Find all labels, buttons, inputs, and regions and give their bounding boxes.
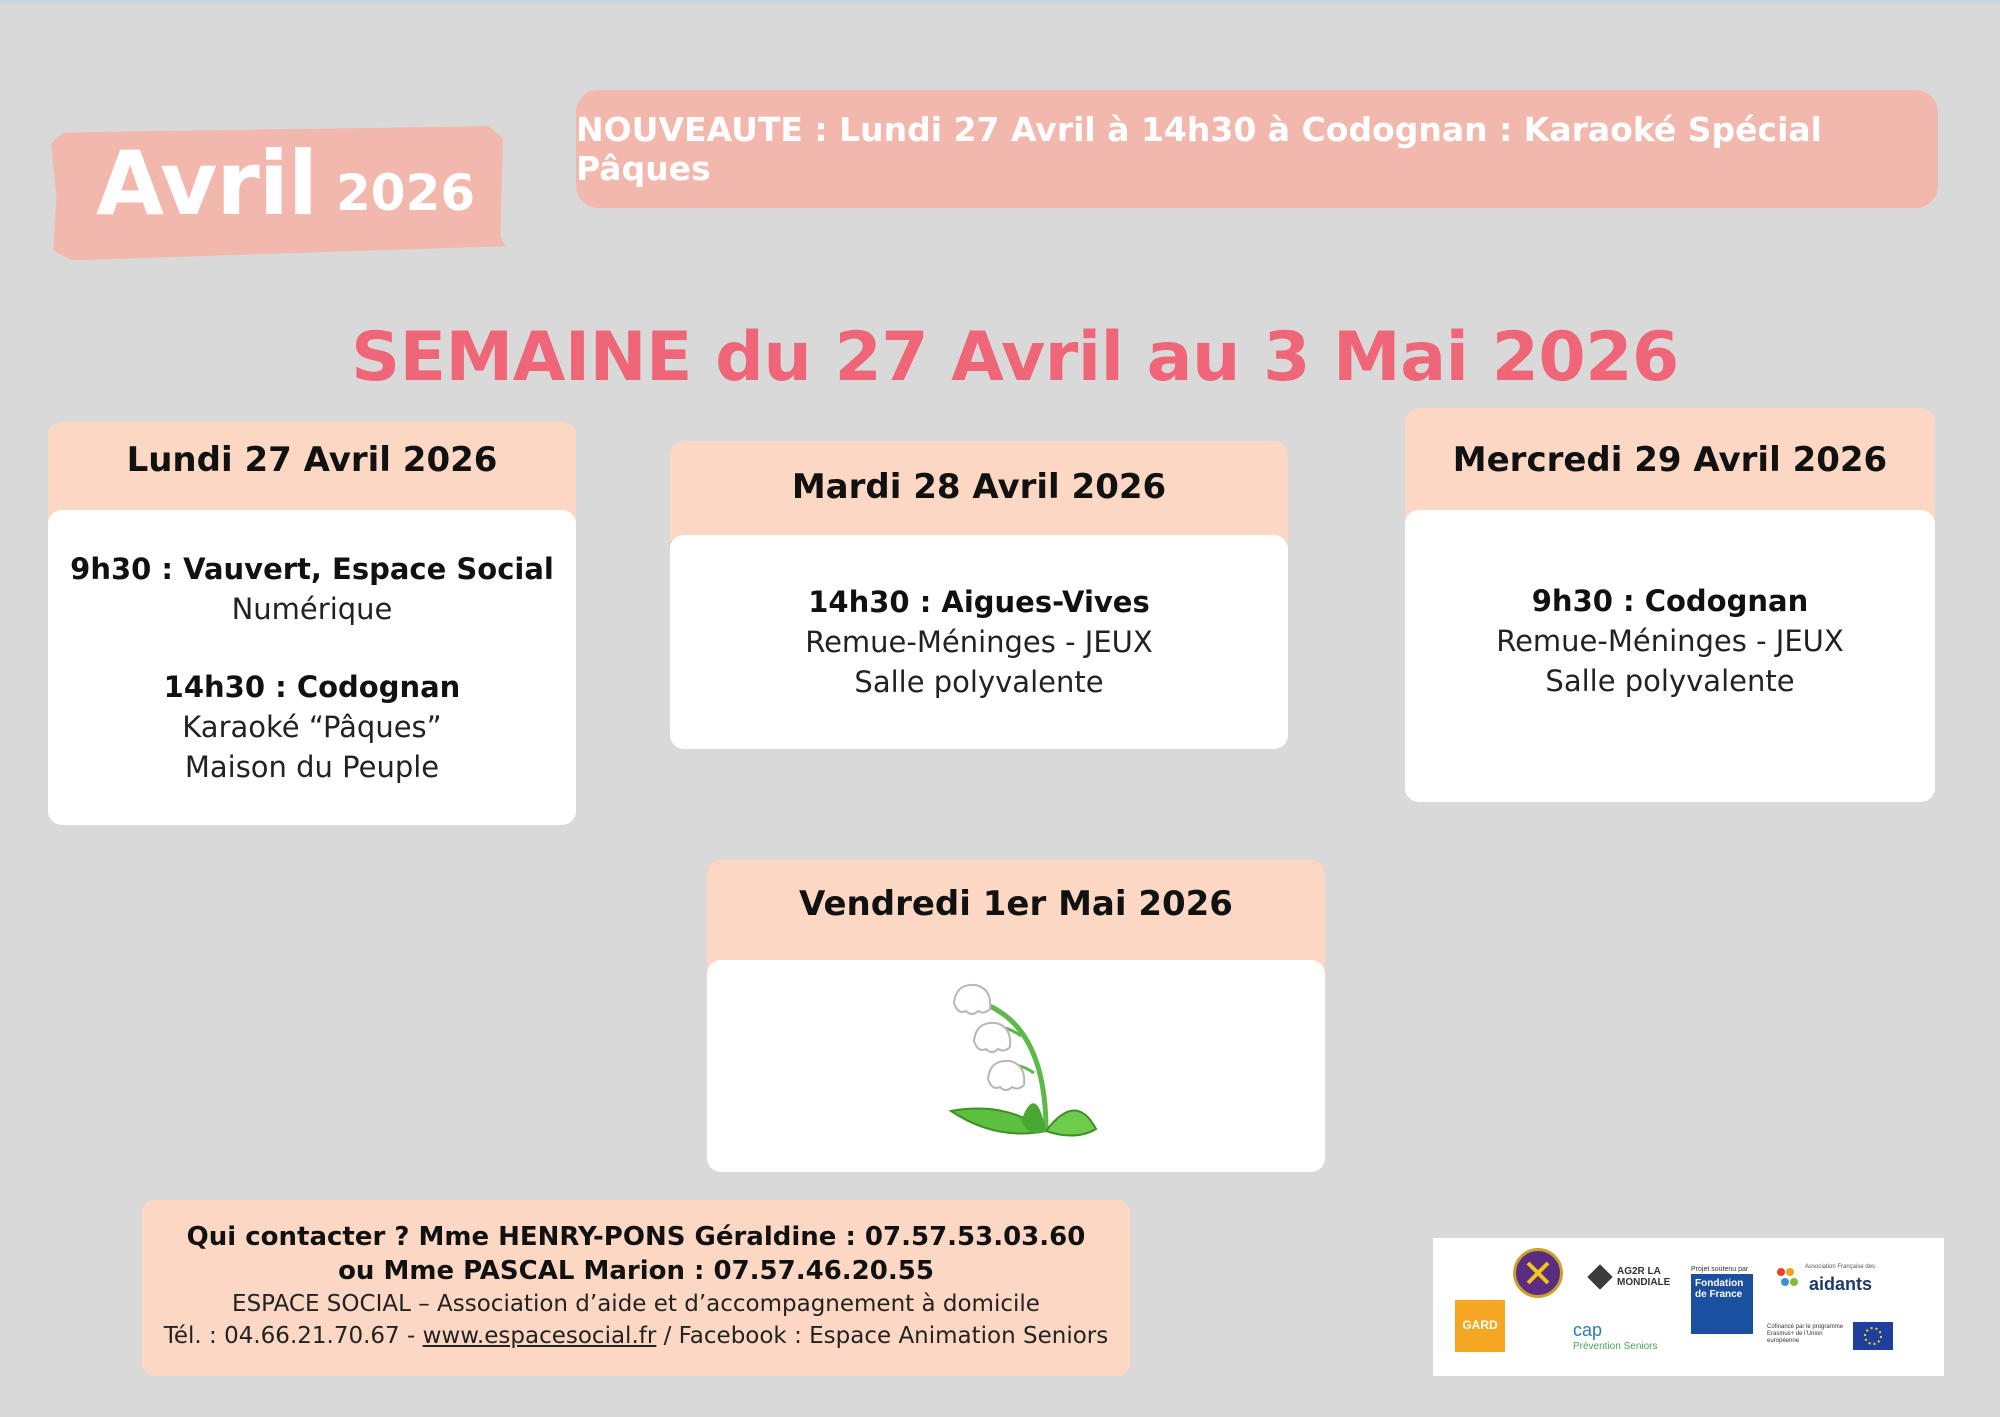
- event-time: 9h30 : Codognan: [1531, 584, 1809, 618]
- cap-sub-label: Prévention Seniors: [1573, 1341, 1658, 1352]
- contact-line-2: ou Mme PASCAL Marion : 07.57.46.20.55: [338, 1256, 934, 1286]
- event-line: Numérique: [231, 591, 393, 626]
- month-name: Avril: [96, 132, 318, 235]
- announcement-banner: [576, 90, 1938, 208]
- contact-facebook: / Facebook : Espace Animation Seniors: [656, 1323, 1109, 1349]
- day-title-lundi: [48, 422, 576, 522]
- eu-flag-icon: [1853, 1322, 1893, 1350]
- aidants-label: aidants: [1809, 1274, 1873, 1294]
- purple-emblem-logo: [1513, 1248, 1563, 1298]
- announcement-text: NOUVEAUTE : Lundi 27 Avril à 14h30 à Codognan : Karaoké Spécial Pâques: [576, 110, 1822, 188]
- gard-logo: [1455, 1300, 1505, 1352]
- contact-line-1: Qui contacter ? Mme HENRY-PONS Géraldine : 07.57.53.03.60: [186, 1222, 1086, 1252]
- eu-logo: [1767, 1322, 1897, 1358]
- fondation-label: Fondation de France: [1695, 1278, 1744, 1300]
- cap-prevention-logo: [1573, 1320, 1663, 1356]
- fondation-note: Projet soutenu par: [1691, 1266, 1749, 1273]
- day-body-lundi: [48, 510, 576, 825]
- day-title-vendredi: [707, 860, 1325, 970]
- day-title-text: Vendredi 1er Mai 2026: [799, 884, 1233, 924]
- ag2r-label: AG2R LA MONDIALE: [1617, 1266, 1671, 1288]
- day-card-lundi: [48, 422, 576, 825]
- event-line: Karaoké “Pâques”: [182, 709, 442, 744]
- contact-phone: Tél. : 04.66.21.70.67 -: [163, 1323, 423, 1349]
- ag2r-logo: [1591, 1264, 1681, 1294]
- website-link[interactable]: www.espacesocial.fr: [422, 1323, 657, 1349]
- event-line: Salle polyvalente: [854, 665, 1104, 699]
- contact-line-3: ESPACE SOCIAL – Association d’aide et d’accompagnement à domicile: [232, 1291, 1040, 1317]
- day-title-text: Mardi 28 Avril 2026: [791, 467, 1167, 507]
- fondation-box: [1691, 1274, 1753, 1334]
- aidants-people-icon: [1777, 1268, 1801, 1296]
- day-title-mercredi: [1405, 408, 1935, 518]
- contact-line-4: [142, 1320, 1130, 1352]
- partner-logos: [1433, 1238, 1944, 1376]
- eu-note: Cofinancé par le programme Erasmus+ de l’Union européenne: [1767, 1324, 1844, 1344]
- event-time: 14h30 : Aigues-Vives: [808, 585, 1150, 619]
- event-time: 9h30 : Vauvert, Espace Social: [70, 551, 554, 586]
- lily-of-the-valley-icon: [926, 981, 1106, 1151]
- cap-label: cap: [1573, 1320, 1603, 1340]
- ag2r-diamond-icon: [1587, 1264, 1612, 1289]
- day-body-mercredi: [1405, 510, 1935, 802]
- top-border: [0, 0, 2000, 3]
- day-card-mercredi: [1405, 408, 1935, 802]
- event-time: 14h30 : Codognan: [163, 669, 461, 704]
- day-body-vendredi: [707, 960, 1325, 1172]
- week-title: SEMAINE du 27 Avril au 3 Mai 2026: [351, 318, 1679, 397]
- event-line: Salle polyvalente: [1545, 664, 1795, 698]
- day-card-mardi: [670, 441, 1288, 749]
- aidants-note: Association Française des: [1805, 1264, 1876, 1270]
- gard-label: GARD: [1462, 1318, 1498, 1332]
- event-line: Remue-Méninges - JEUX: [1496, 624, 1844, 658]
- event-line: Maison du Peuple: [184, 749, 440, 784]
- contact-box: [142, 1200, 1130, 1376]
- day-title-text: Mercredi 29 Avril 2026: [1452, 440, 1888, 480]
- day-body-mardi: [670, 535, 1288, 749]
- day-title-text: Lundi 27 Avril 2026: [126, 440, 498, 480]
- event-line: Remue-Méninges - JEUX: [805, 625, 1153, 659]
- aidants-logo: [1777, 1264, 1907, 1304]
- month-year: 2026: [336, 164, 476, 222]
- day-card-vendredi: [707, 860, 1325, 1172]
- day-title-mardi: [670, 441, 1288, 541]
- fondation-logo: [1691, 1266, 1753, 1346]
